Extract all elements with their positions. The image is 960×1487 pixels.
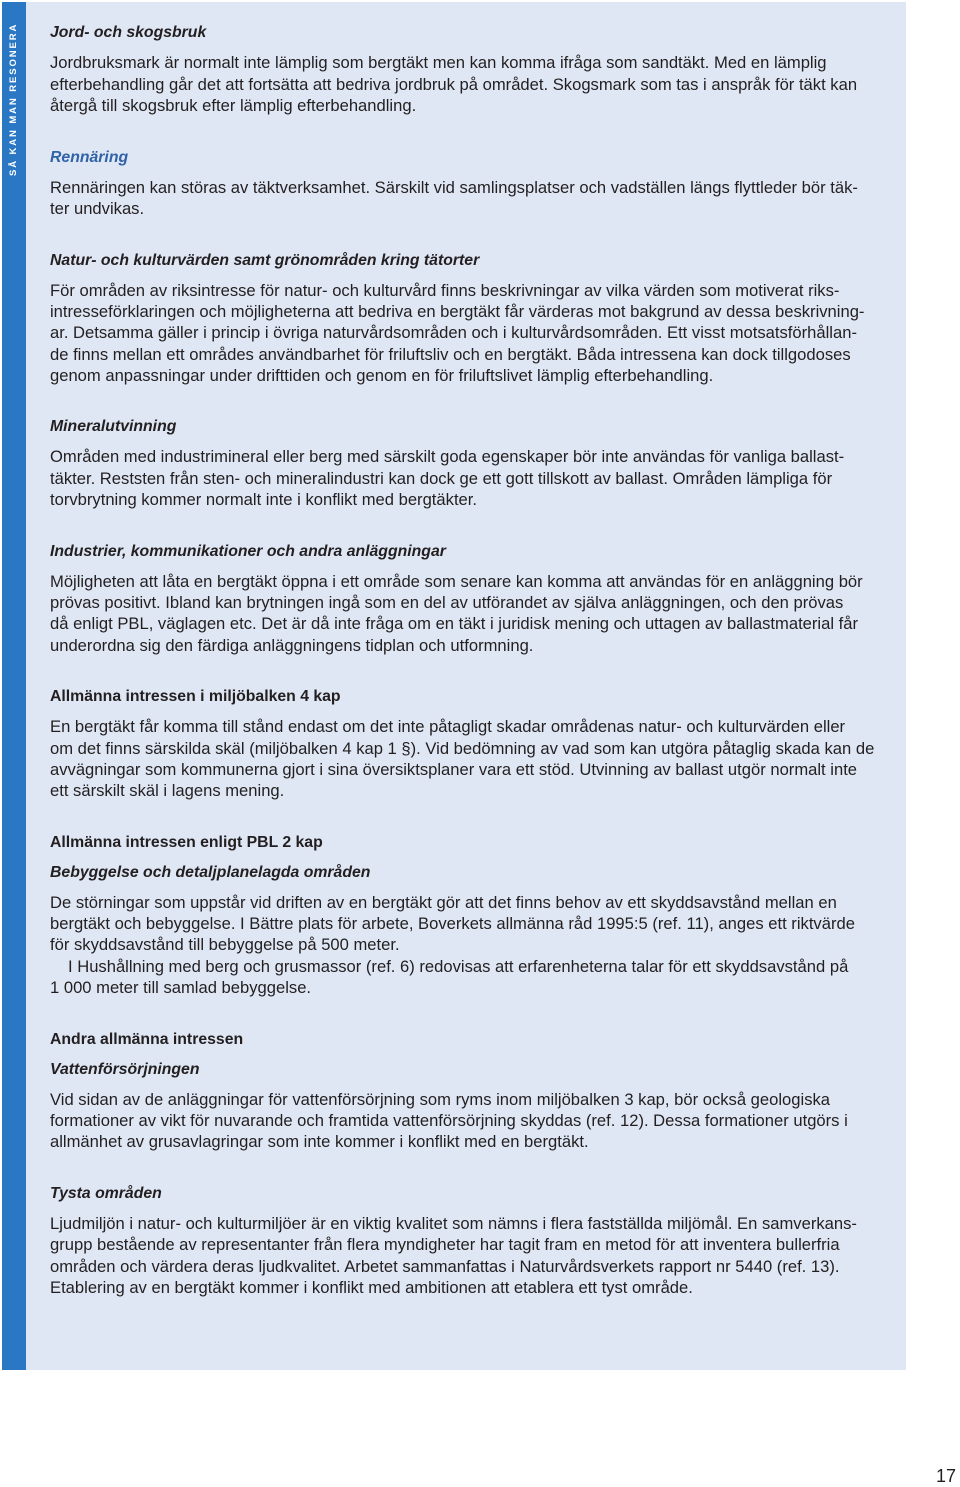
text-line: Möjligheten att låta en bergtäkt öppna i ett område som senare kan komma att användas för en anläggning bör [50,571,863,591]
text-line: för skyddsavstånd till bebyggelse på 500 meter. [50,935,400,955]
text-line: torvbrytning kommer normalt inte i konflikt med bergtäkter. [50,490,477,510]
section-pbl-2-kap [50,832,906,998]
section-heading: Rennäring [50,148,129,166]
section-rennaring [50,147,906,220]
section-jord-och-skogsbruk [50,22,906,116]
text-line: områden och värdera deras ljudkvalitet. Arbetet sammanfattas i Naturvårdsverkets rapport nr 5440 (ref. 13). [50,1256,840,1276]
text-line: underordna sig den färdiga anläggningens tidplan och utformning. [50,635,534,655]
section-mineralutvinning [50,416,906,510]
text-line: täkter. Reststen från sten- och mineralindustri kan dock ge ett gott tillskott av ballast. Områden lämpliga för [50,468,833,488]
text-line: Rennäringen kan störas av täktverksamhet. Särskilt vid samlingsplatser och vadställen längs flyttleder bör täk- [50,177,858,197]
paragraph [50,716,906,801]
text-line: bergtäkt och bebyggelse. I Bättre plats för arbete, Boverkets allmänna råd 1995:5 (ref. 11), anges ett riktvärde [50,914,855,934]
text-line: En bergtäkt får komma till stånd endast om det inte påtagligt skadar områdenas natur- och kulturvärden eller [50,717,846,737]
text-line: 1 000 meter till samlad bebyggelse. [50,978,312,998]
sidebar-strip [2,2,26,1370]
paragraph [50,1089,906,1153]
text-line: återgå till skogsbruk efter lämplig efterbehandling. [50,95,417,115]
text-line: De störningar som uppstår vid driften av en bergtäkt gör att det finns behov av ett skyddsavstånd mellan en [50,892,837,912]
text-line: avvägningar som kommunerna gjort i sina översiktsplaner vara ett stöd. Utvinning av ballast utgör normalt inte [50,759,858,779]
paragraph [50,280,906,386]
paragraph [50,52,906,116]
section-tysta-omraden [50,1183,906,1298]
text-line: intresseförklaringen och möjligheterna att bedriva en bergtäkt får värderas mot bakgrund av dessa beskrivning- [50,301,865,321]
page-number: 17 [936,1466,957,1486]
paragraph [50,446,906,510]
text-line: ter undvikas. [50,198,145,218]
section-miljobalken-4-kap [50,686,906,801]
section-subheading: Vattenförsörjningen [50,1060,200,1078]
section-heading: Industrier, kommunikationer och andra anläggningar [50,542,446,560]
text-line: då enligt PBL, väglagen etc. Det är då inte fråga om en täkt i juridisk mening och uttagen av ballastmaterial får [50,614,859,634]
text-line: Etablering av en bergtäkt kommer i konflikt med ambitionen att etablera ett tyst område. [50,1277,693,1297]
text-line: Jordbruksmark är normalt inte lämplig som bergtäkt men kan komma ifråga som sandtäkt. Med en lämplig [50,53,827,73]
section-andra-allmanna-intressen [50,1029,906,1153]
text-line: Ljudmiljön i natur- och kulturmiljöer är en viktig kvalitet som nämns i flera fastställda miljömål. En samverkans- [50,1213,857,1233]
text-line: formationer av vikt för nuvarande och framtida vattenförsörjning skyddas (ref. 12). Dessa formationer utgörs i [50,1110,848,1130]
section-heading: Natur- och kulturvärden samt grönområden kring tätorter [50,251,480,269]
text-line: allmänhet av grusavlagringar som inte kommer i konflikt med en bergtäkt. [50,1132,589,1152]
text-line: de finns mellan ett områdes användbarhet för friluftsliv och en bergtäkt. Båda intressena kan dock tillgodoses [50,344,851,364]
section-subheading: Bebyggelse och detaljplanelagda områden [50,863,371,881]
section-industrier [50,541,906,656]
text-line: ar. Detsamma gäller i princip i övriga naturvårdsområden och i kulturvårdsområden. Ett visst motsatsförhållan- [50,323,857,343]
section-heading: Mineralutvinning [50,418,177,436]
section-heading: Jord- och skogsbruk [50,24,207,42]
sidebar-label: SÅ KAN MAN RESONERA [8,22,19,176]
section-natur-och-kulturvarden [50,250,906,386]
text-line: Vid sidan av de anläggningar för vattenförsörjning som ryms inom miljöbalken 3 kap, bör också geologiska [50,1089,831,1109]
text-line: genom anpassningar under drifttiden och genom en för friluftslivet lämplig efterbehandling. [50,365,714,385]
text-line: om det finns särskilda skäl (miljöbalken 4 kap 1 §). Vid bedömning av vad som kan utgöra påtaglig skada kan de [50,738,875,758]
text-line: Områden med industrimineral eller berg med särskilt goda egenskaper bör inte användas för vanliga ballast- [50,447,845,467]
text-line: prövas positivt. Ibland kan brytningen ingå som en del av utförandet av själva anläggningen, och den prövas [50,593,844,613]
content-panel [26,2,906,1370]
text-line: För områden av riksintresse för natur- och kulturvård finns beskrivningar av vilka värden som motiverat riks- [50,280,840,300]
paragraph [50,571,906,656]
paragraph [50,1213,906,1298]
section-heading: Allmänna intressen enligt PBL 2 kap [50,833,323,851]
paragraph [50,956,906,999]
text-line: efterbehandling går det att fortsätta att bedriva jordbruk på området. Skogsmark som tas i anspråk för täkt kan [50,74,858,94]
section-heading: Allmänna intressen i miljöbalken 4 kap [50,688,341,706]
section-heading: Andra allmänna intressen [50,1030,244,1048]
text-line: grupp bestående av representanter från flera myndigheter har tagit fram en metod för att inventera bullerfria [50,1235,840,1255]
text-line: ett särskilt skäl i lagens mening. [50,781,285,801]
section-heading: Tysta områden [50,1184,162,1202]
text-line: I Hushållning med berg och grusmassor (ref. 6) redovisas att erfarenheterna talar för ett skyddsavstånd på [68,956,849,976]
paragraph [50,892,906,956]
paragraph [50,177,906,220]
